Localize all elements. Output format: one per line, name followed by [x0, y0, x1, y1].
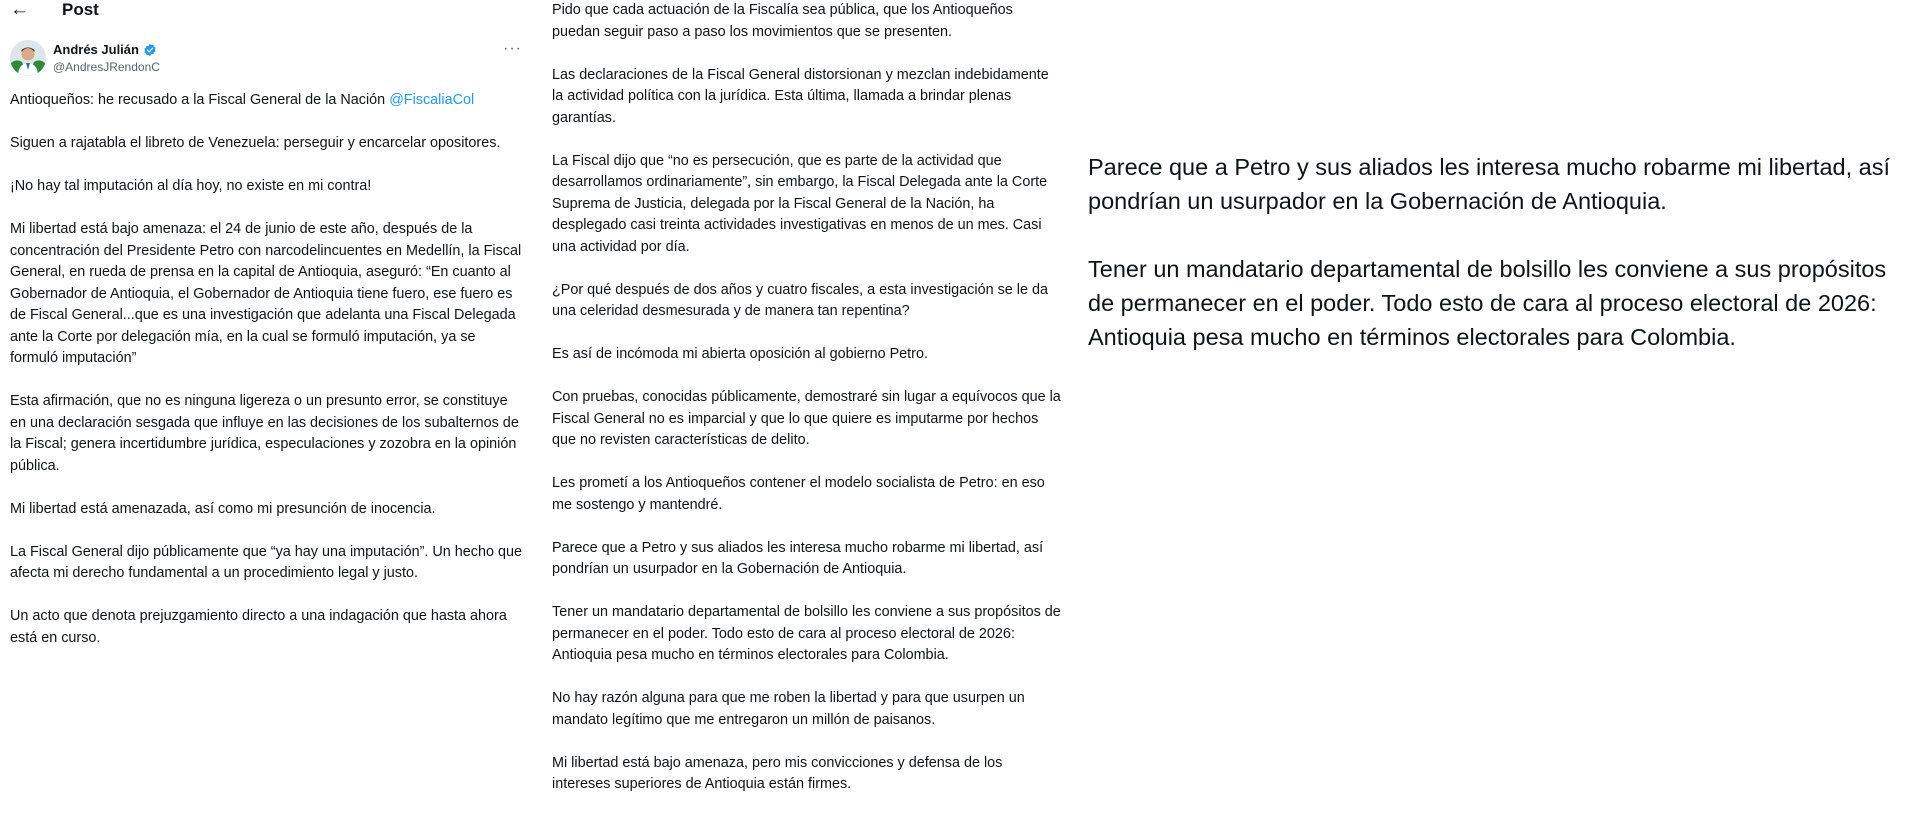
post-paragraph: Mi libertad está bajo amenaza, pero mis convicciones y defensa de los intereses superiores de Antioquia están firmes.: [552, 754, 1003, 792]
post-paragraph: La Fiscal General dijo públicamente que “ya hay una imputación”. Un hecho que afecta mi derecho fundamental a un procedimiento legal y justo.: [10, 543, 522, 581]
excerpt-paragraph: Tener un mandatario departamental de bolsillo les conviene a sus propósitos de permanecer en el poder. Todo esto de cara al proceso electoral de 2026: Antioquia pesa mucho en términos electorales para Colombia.: [1088, 256, 1887, 350]
author-display-name[interactable]: Andrés Julián: [53, 42, 139, 57]
post-paragraph: Las declaraciones de la Fiscal General distorsionan y mezclan indebidamente la actividad política con la jurídica. Esta última, llamada a brindar plenas garantías.: [552, 66, 1049, 126]
author-row: [10, 40, 522, 76]
post-paragraph: Parece que a Petro y sus aliados les interesa mucho robarme mi libertad, así pondrían un usurpador en la Gobernación de Antioquia.: [552, 539, 1044, 577]
post-paragraph: Siguen a rajatabla el libreto de Venezuela: perseguir y encarcelar opositores.: [10, 135, 501, 151]
verified-badge-icon: [143, 43, 157, 57]
post-paragraph: Es así de incómoda mi abierta oposición al gobierno Petro.: [552, 346, 928, 362]
post-paragraph: Tener un mandatario departamental de bolsillo les conviene a sus propósitos de permanecer en el poder. Todo esto de cara al proceso electoral de 2026: Antioquia pesa mucho en términos electorales para Colombia.: [552, 604, 1061, 663]
post-paragraph: Antioqueños: he recusado a la Fiscal General de la Nación @FiscaliaCol: [10, 92, 475, 108]
post-paragraph: Con pruebas, conocidas públicamente, demostraré sin lugar a equívocos que la Fiscal General no es imparcial y que lo que quiere es imputarme por hechos que no revisten características de delito.: [552, 389, 1061, 448]
avatar[interactable]: [10, 40, 46, 76]
post-body-left: [10, 90, 522, 649]
arrow-left-icon[interactable]: ←: [10, 0, 29, 20]
post-paragraph: Les prometí a los Antioqueños contener el modelo socialista de Petro: en eso me sostengo y mantendré.: [552, 475, 1045, 513]
mention-link[interactable]: @FiscaliaCol: [389, 92, 475, 108]
post-paragraph: No hay razón alguna para que me roben la libertad y para que usurpen un mandato legítimo que me entregaron un millón de paisanos.: [552, 690, 1025, 728]
post-paragraph: ¿Por qué después de dos años y cuatro fiscales, a esta investigación se le da una celeridad desmesurada y de manera tan repentina?: [552, 281, 1048, 319]
more-horizontal-icon[interactable]: ···: [503, 40, 522, 57]
post-paragraph: Esta afirmación, que no es ninguna ligereza o un presunto error, se constituye en una declaración sesgada que influye en las decisiones de los subalternos de la Fiscal; genera incertidumbre jurídica, especulaciones y zozobra en la opinión pública.: [10, 393, 519, 474]
post-header: [10, 0, 522, 20]
post-paragraph: Mi libertad está bajo amenaza: el 24 de junio de este año, después de la concentración del Presidente Petro con narcodelincuentes en Medellín, la Fiscal General, en rueda de prensa en la capital de Antioquia, aseguró: “En cuanto al Gobernador de Antioquia, el Gobernador de Antioquia tiene fuero, ese fuero es de Fiscal General...que es una investigación que adelanta una Fiscal Delegada ante la Corte por delegación mía, en la cual se formuló imputación, ya se formuló imputación”: [10, 221, 522, 366]
quote-excerpt: [1088, 150, 1908, 354]
excerpt-paragraph: Parece que a Petro y sus aliados les interesa mucho robarme mi libertad, así pondrían un usurpador en la Gobernación de Antioquia.: [1088, 154, 1891, 214]
post-paragraph: ¡No hay tal imputación al día hoy, no existe en mi contra!: [10, 178, 372, 194]
post-column-left: [10, 0, 522, 649]
post-paragraph: Pido que cada actuación de la Fiscalía sea pública, que los Antioqueños puedan seguir paso a paso los movimientos que se presenten.: [552, 2, 1013, 40]
author-handle[interactable]: @AndresJRendonC: [53, 60, 160, 74]
post-column-middle: [552, 0, 1062, 796]
post-paragraph: Un acto que denota prejuzgamiento directo a una indagación que hasta ahora está en curso.: [10, 608, 507, 646]
page-title: Post: [62, 0, 99, 19]
post-paragraph: La Fiscal dijo que “no es persecución, que es parte de la actividad que desarrollamos ordinariamente”, sin embargo, la Fiscal Delegada ante la Corte Suprema de Justicia, delegada por la Fiscal General de la Nación, ha desplegado casi treinta actividades investigativas en menos de un mes. Casi una actividad por día.: [552, 152, 1048, 255]
post-paragraph: Mi libertad está amenazada, así como mi presunción de inocencia.: [10, 500, 436, 517]
author-names: [53, 41, 160, 75]
